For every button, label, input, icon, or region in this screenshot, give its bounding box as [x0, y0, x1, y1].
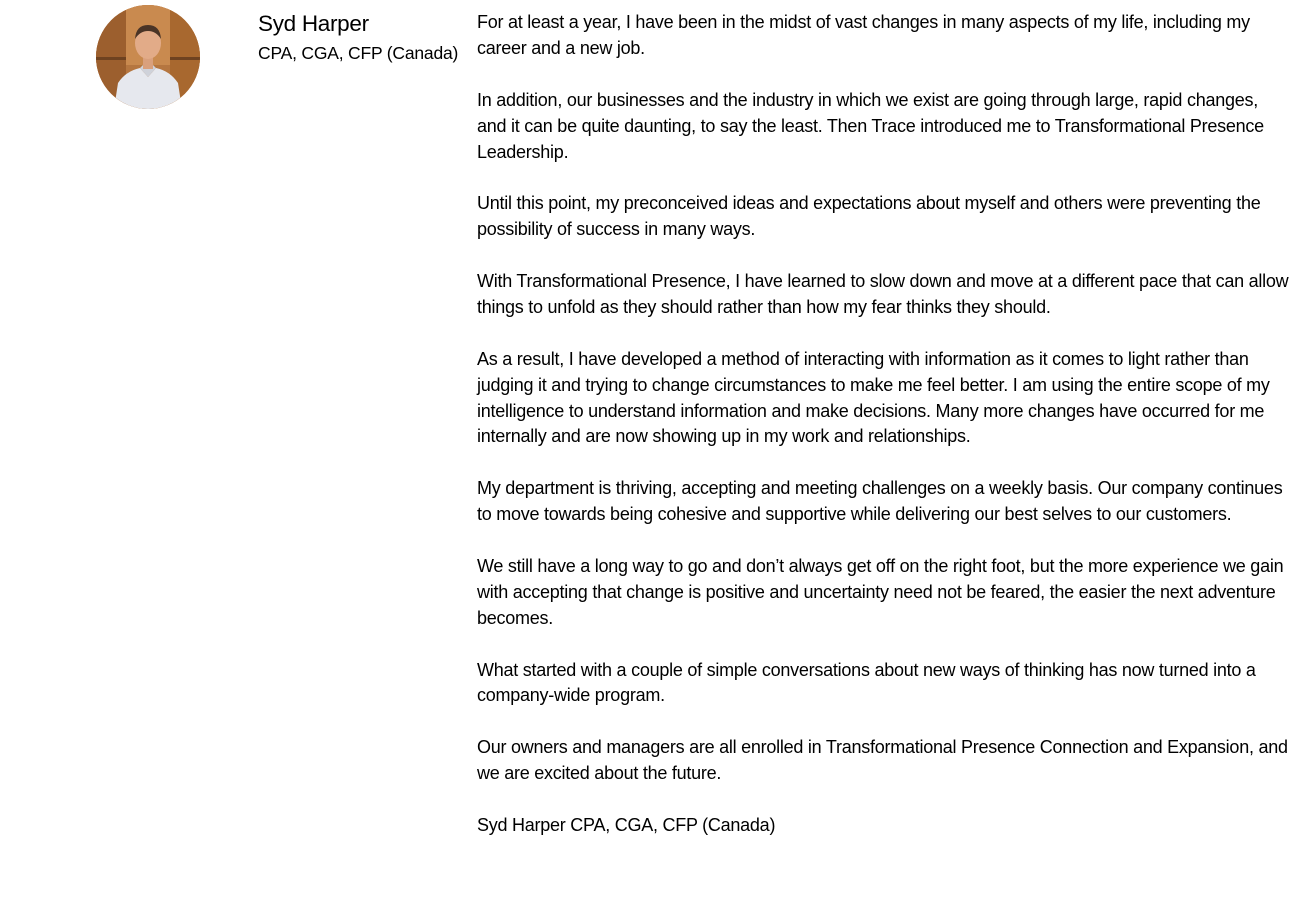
person-name: Syd Harper [258, 11, 369, 36]
avatar-photo [96, 5, 200, 109]
testimonial-paragraph: For at least a year, I have been in the midst of vast changes in many aspects of my life, including my career and a new job. [477, 12, 1250, 58]
testimonial-paragraph: My department is thriving, accepting and meeting challenges on a weekly basis. Our company continues to move towards being cohesive and supportive while delivering our best selves to our customers. [477, 478, 1283, 525]
testimonial-paragraph: With Transformational Presence, I have learned to slow down and move at a different pace that can allow things to unfold as they should rather than how my fear thinks they should. [477, 271, 1289, 317]
testimonial-paragraph: We still have a long way to go and don’t always get off on the right foot, but the more experience we gain with accepting that change is positive and uncertainty need not be feared, the easier the next adventure becomes. [477, 555, 1284, 628]
testimonial-paragraph: What started with a couple of simple conversations about new ways of thinking has now turned into a company-wide program. [477, 659, 1256, 706]
testimonial-paragraph: Until this point, my preconceived ideas and expectations about myself and others were preventing the possibility of success in many ways. [477, 193, 1261, 240]
testimonial-paragraph: In addition, our businesses and the industry in which we exist are going through large, rapid changes, and it can be quite daunting, to say the least. Then Trace introduced me to Transformational Presence Leadership. [477, 89, 1264, 162]
person-credentials: CPA, CGA, CFP (Canada) [258, 43, 459, 63]
person-photo-illustration [96, 5, 200, 109]
testimonial-signature: Syd Harper CPA, CGA, CFP (Canada) [477, 814, 776, 835]
testimonial-paragraph: As a result, I have developed a method of interacting with information as it comes to light rather than judging it and trying to change circumstances to make me feel better. I am using the entire scope of my intelligence to understand information and make decisions. Many more changes have occurred for me internally and are now showing up in my work and relationships. [477, 348, 1270, 447]
testimonial-text [477, 10, 1292, 839]
testimonial-paragraph: Our owners and managers are all enrolled in Transformational Presence Connection and Expansion, and we are excited about the future. [477, 737, 1288, 784]
